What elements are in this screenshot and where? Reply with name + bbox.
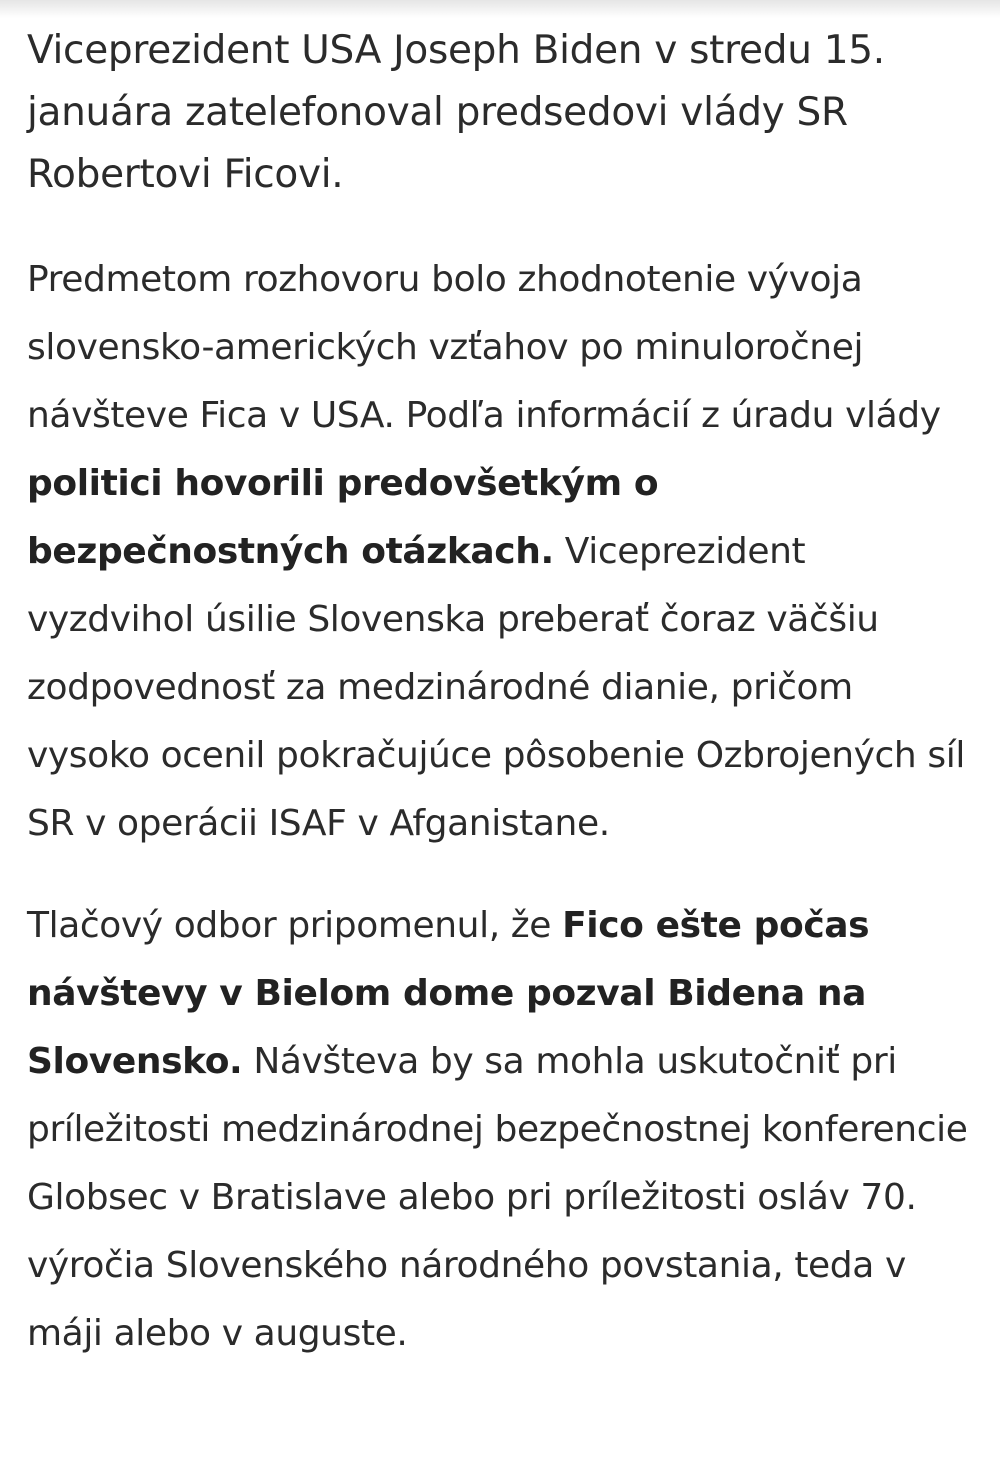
top-bar-shadow: [0, 0, 1000, 18]
article-paragraph-1: [27, 246, 977, 858]
article-body: [27, 20, 977, 1402]
article-lead: Viceprezident USA Joseph Biden v stredu 15. januára zatelefonoval predsedovi vlády SR Robertovi Ficovi.: [27, 28, 885, 197]
article-paragraph-2: [27, 892, 977, 1368]
paragraph-1-text-before: Predmetom rozhovoru bolo zhodnotenie vývoja slovensko-amerických vzťahov po minuloročnej návšteve Fica v USA. Podľa informácií z úradu vlády: [27, 259, 941, 436]
paragraph-2-text-after: Návšteva by sa mohla uskutočniť pri príležitosti medzinárodnej bezpečnostnej konferencie Globsec v Bratislave alebo pri príležitosti osláv 70. výročia Slovenského národného povstania, teda v máji alebo v auguste.: [27, 1041, 968, 1354]
paragraph-2-highlight: Fico ešte počas návštevy v Bielom dome pozval Bidena na Slovensko.: [27, 905, 870, 1082]
paragraph-1-text-after: Viceprezident vyzdvihol úsilie Slovenska preberať čoraz väčšiu zodpovednosť za medzinárodné dianie, pričom vysoko ocenil pokračujúce pôsobenie Ozbrojených síl SR v operácii ISAF v Afganistane.: [27, 531, 965, 844]
paragraph-2-text-before: Tlačový odbor pripomenul, že: [27, 905, 563, 946]
paragraph-1-highlight: politici hovorili predovšetkým o bezpečnostných otázkach.: [27, 463, 659, 572]
